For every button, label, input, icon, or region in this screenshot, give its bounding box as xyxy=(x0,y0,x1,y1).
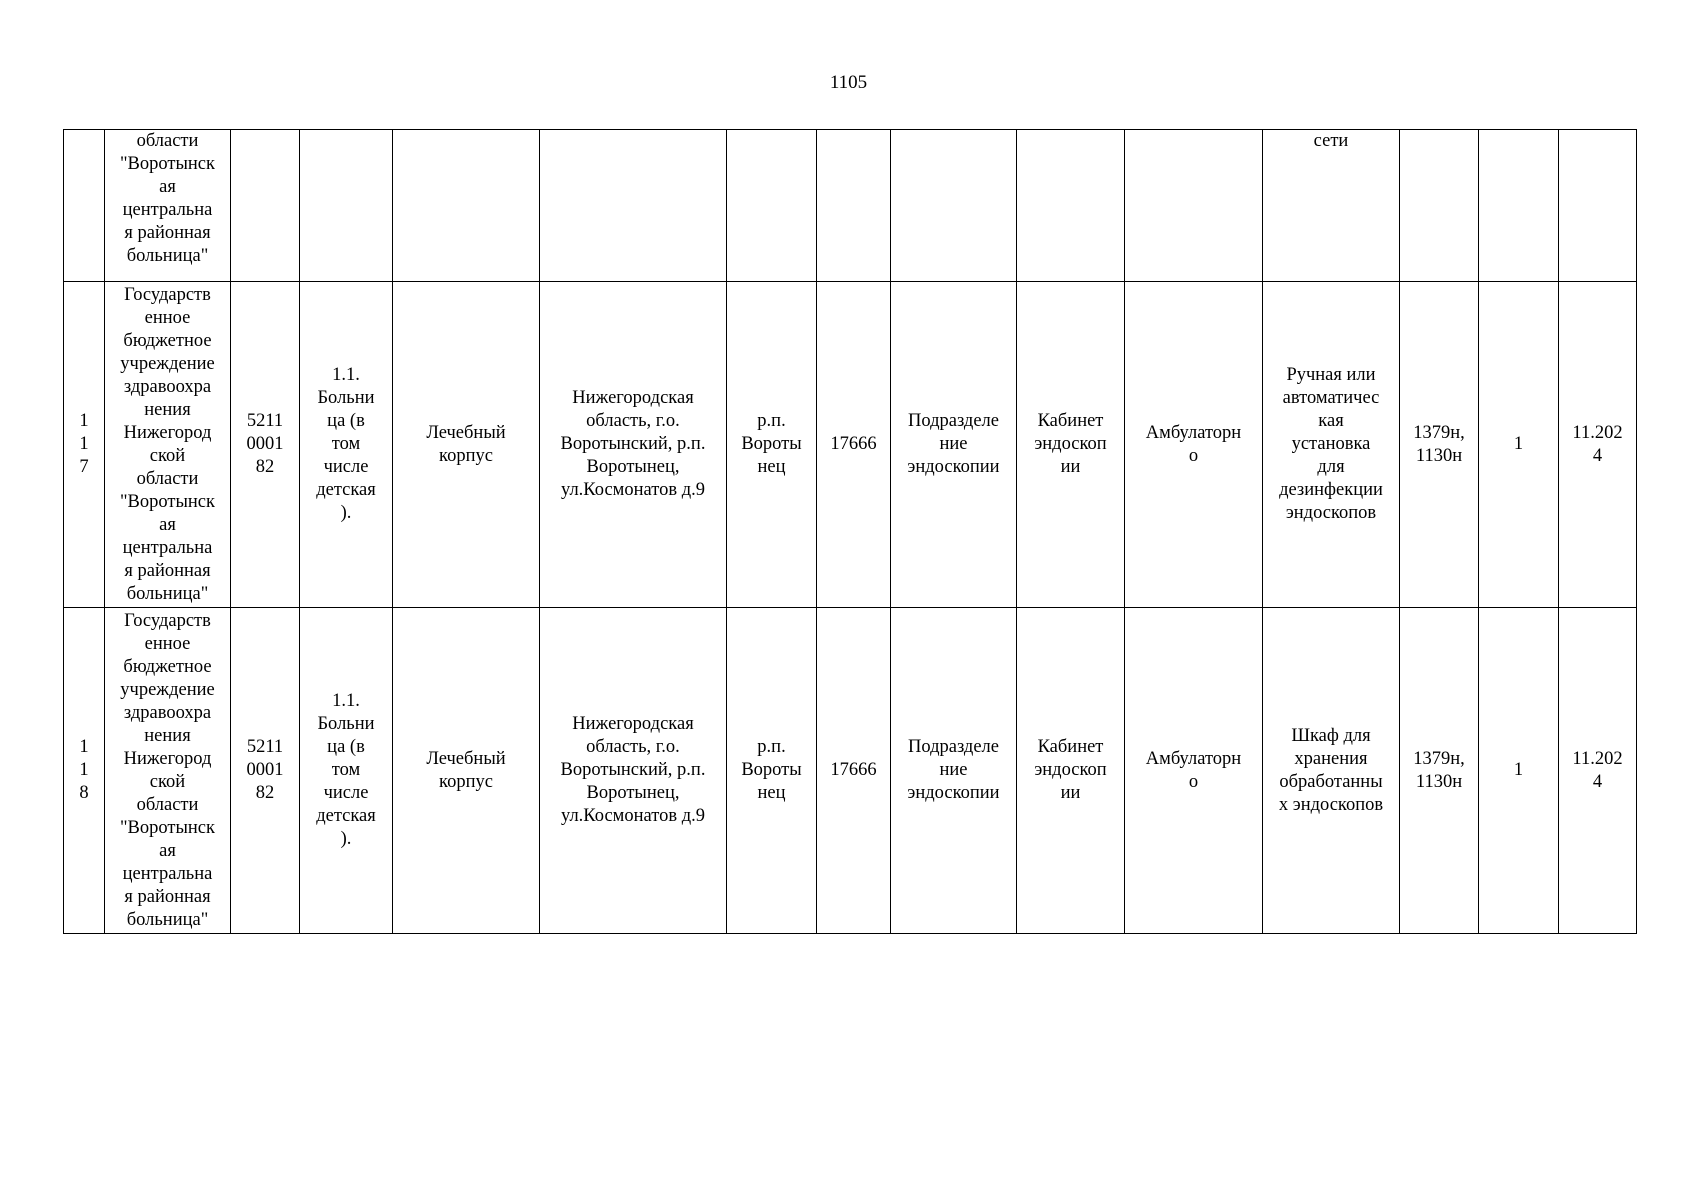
order-cell xyxy=(1400,608,1479,934)
facility-type-cell xyxy=(300,608,393,934)
cell-line: ца (в xyxy=(327,737,365,757)
cell-line: области xyxy=(136,468,199,489)
cell-line: о xyxy=(1188,445,1199,466)
registry-table xyxy=(63,129,1637,934)
cell-line: центральна xyxy=(122,537,213,558)
equipment-cell xyxy=(1263,130,1400,282)
row-number-cell xyxy=(64,608,105,934)
locality-cell xyxy=(727,282,817,608)
organization-cell xyxy=(105,608,231,934)
cell-line: 8 xyxy=(79,783,89,803)
cell-line: Подразделе xyxy=(908,411,999,431)
division-cell xyxy=(891,282,1017,608)
cell-line: корпус xyxy=(439,771,493,792)
cell-line: больница" xyxy=(126,583,209,604)
cell-line: 0001 xyxy=(246,434,284,454)
quantity-cell xyxy=(1479,608,1559,934)
cell-line: больница" xyxy=(126,246,209,266)
cell-line: нения xyxy=(144,725,191,746)
cell-line: 7 xyxy=(79,457,89,477)
cell-line: ул.Космонатов д.9 xyxy=(561,806,705,826)
cell-line: больница" xyxy=(126,909,209,930)
cell-line: автоматичес xyxy=(1282,388,1380,408)
quantity-cell xyxy=(1479,130,1559,282)
cell-line: хранения xyxy=(1294,748,1368,769)
cell-line: детская xyxy=(316,806,376,826)
cell-line: области xyxy=(136,131,199,151)
cell-line: учреждение xyxy=(120,353,215,374)
care-type-cell xyxy=(1125,282,1263,608)
cell-line: енное xyxy=(144,633,191,654)
cell-line: центральна xyxy=(122,200,213,220)
cell-line: 1130н xyxy=(1415,445,1463,466)
table-row xyxy=(64,282,1637,608)
cell-line: Вороты xyxy=(741,760,802,780)
date-cell xyxy=(1559,608,1637,934)
cell-line: Подразделе xyxy=(908,737,999,757)
cell-line: Амбулаторн xyxy=(1145,748,1242,769)
cell-line: 17666 xyxy=(830,760,877,780)
order-cell xyxy=(1400,282,1479,608)
address-cell xyxy=(540,282,727,608)
cell-line: Государств xyxy=(124,284,211,305)
division-cell xyxy=(891,130,1017,282)
cell-line: 4 xyxy=(1592,445,1603,466)
cell-line: обработанны xyxy=(1279,771,1383,792)
cell-line: ца (в xyxy=(327,411,365,431)
cell-line: я районная xyxy=(124,560,211,581)
cell-line: Воротынец, xyxy=(586,457,680,477)
cell-line: область, г.о. xyxy=(586,737,680,757)
cell-line: 1.1. xyxy=(332,365,360,385)
cell-line: 0001 xyxy=(246,760,284,780)
cell-line: Воротынец, xyxy=(586,783,680,803)
care-type-cell xyxy=(1125,130,1263,282)
cell-line: детская xyxy=(316,480,376,500)
table-body xyxy=(64,130,1637,934)
quantity-cell xyxy=(1479,282,1559,608)
cell-line: ). xyxy=(340,503,352,523)
cell-line: 1 xyxy=(1513,760,1524,780)
cell-line: ской xyxy=(149,771,186,792)
order-cell xyxy=(1400,130,1479,282)
table-row xyxy=(64,130,1637,282)
cell-line: р.п. xyxy=(757,737,786,757)
cabinet-cell xyxy=(1017,282,1125,608)
cell-line: ии xyxy=(1060,783,1081,803)
org-code-cell xyxy=(231,282,300,608)
date-cell xyxy=(1559,282,1637,608)
cell-line: енное xyxy=(144,307,191,328)
row-number-cell xyxy=(64,282,105,608)
locality-cell xyxy=(727,608,817,934)
cell-line: ние xyxy=(939,760,968,780)
building-cell xyxy=(393,282,540,608)
cell-line: Нижегород xyxy=(123,748,212,769)
cell-line: 1 xyxy=(79,760,89,780)
cell-line: числе xyxy=(323,457,369,477)
cell-line: ул.Космонатов д.9 xyxy=(561,480,705,500)
cell-line: 5211 xyxy=(246,411,284,431)
cell-line: Государств xyxy=(124,610,211,631)
cell-line: ние xyxy=(939,434,968,454)
cell-line: "Воротынск xyxy=(119,491,215,512)
address-cell xyxy=(540,130,727,282)
cell-line: 1.1. xyxy=(332,691,360,711)
oktmo-cell xyxy=(817,282,891,608)
cell-line: 1 xyxy=(79,737,89,757)
cell-line: нец xyxy=(757,783,786,803)
cell-line: эндоскоп xyxy=(1034,434,1107,454)
date-cell xyxy=(1559,130,1637,282)
org-code-cell xyxy=(231,608,300,934)
cell-line: 1379н, xyxy=(1413,748,1465,769)
cell-line: дезинфекции xyxy=(1279,480,1383,500)
equipment-cell xyxy=(1263,608,1400,934)
cell-line: эндоскопии xyxy=(907,783,1000,803)
cell-line: 1379н, xyxy=(1413,422,1465,443)
cell-line: сети xyxy=(1313,131,1349,151)
cell-line: ). xyxy=(340,829,352,849)
cell-line: 82 xyxy=(255,457,275,477)
equipment-cell xyxy=(1263,282,1400,608)
cell-line: кая xyxy=(1318,411,1344,431)
cell-line: для xyxy=(1317,457,1345,477)
cell-line: "Воротынск xyxy=(119,154,215,174)
building-cell xyxy=(393,608,540,934)
cell-line: учреждение xyxy=(120,679,215,700)
cell-line: 11.202 xyxy=(1572,748,1623,769)
oktmo-cell xyxy=(817,130,891,282)
cell-line: Воротынский, р.п. xyxy=(560,434,706,454)
cell-line: о xyxy=(1188,771,1199,792)
cell-line: "Воротынск xyxy=(119,817,215,838)
cell-line: 82 xyxy=(255,783,275,803)
cell-line: Вороты xyxy=(741,434,802,454)
cell-line: ии xyxy=(1060,457,1081,477)
cell-line: эндоскопов xyxy=(1285,503,1377,523)
cell-line: Ручная или xyxy=(1286,365,1376,385)
cell-line: Лечебный xyxy=(426,422,506,443)
division-cell xyxy=(891,608,1017,934)
cell-line: Нижегород xyxy=(123,422,212,443)
cell-line: область, г.о. xyxy=(586,411,680,431)
cell-line: Лечебный xyxy=(426,748,506,769)
facility-type-cell xyxy=(300,282,393,608)
cell-line: здравоохра xyxy=(123,376,212,397)
cell-line: Больни xyxy=(317,714,375,734)
care-type-cell xyxy=(1125,608,1263,934)
cell-line: ая xyxy=(159,840,176,861)
cell-line: Нижегородская xyxy=(572,388,694,408)
cell-line: ая xyxy=(159,177,176,197)
cell-line: 1130н xyxy=(1415,771,1463,792)
cell-line: р.п. xyxy=(757,411,786,431)
cell-line: том xyxy=(331,760,361,780)
row-number-cell xyxy=(64,130,105,282)
cell-line: я районная xyxy=(124,223,211,243)
cabinet-cell xyxy=(1017,608,1125,934)
cell-line: корпус xyxy=(439,445,493,466)
cell-line: Воротынский, р.п. xyxy=(560,760,706,780)
cell-line: 11.202 xyxy=(1572,422,1623,443)
cell-line: я районная xyxy=(124,886,211,907)
cell-line: 4 xyxy=(1592,771,1603,792)
cell-line: 17666 xyxy=(830,434,877,454)
cell-line: 1 xyxy=(79,434,89,454)
cell-line: установка xyxy=(1291,434,1371,454)
cell-line: бюджетное xyxy=(123,656,212,677)
cell-line: Кабинет xyxy=(1037,411,1104,431)
cell-line: том xyxy=(331,434,361,454)
table-row xyxy=(64,608,1637,934)
page-number: 1105 xyxy=(829,72,868,93)
oktmo-cell xyxy=(817,608,891,934)
cell-line: нения xyxy=(144,399,191,420)
cell-line: 1 xyxy=(79,411,89,431)
cell-line: Кабинет xyxy=(1037,737,1104,757)
locality-cell xyxy=(727,130,817,282)
cell-line: нец xyxy=(757,457,786,477)
cell-line: числе xyxy=(323,783,369,803)
cabinet-cell xyxy=(1017,130,1125,282)
cell-line: ской xyxy=(149,445,186,466)
cell-line: 1 xyxy=(1513,434,1524,454)
cell-line: эндоскоп xyxy=(1034,760,1107,780)
cell-line: бюджетное xyxy=(123,330,212,351)
cell-line: х эндоскопов xyxy=(1278,794,1384,815)
organization-cell xyxy=(105,282,231,608)
organization-cell xyxy=(105,130,231,282)
cell-line: центральна xyxy=(122,863,213,884)
cell-line: Больни xyxy=(317,388,375,408)
cell-line: ая xyxy=(159,514,176,535)
cell-line: здравоохра xyxy=(123,702,212,723)
cell-line: области xyxy=(136,794,199,815)
address-cell xyxy=(540,608,727,934)
building-cell xyxy=(393,130,540,282)
cell-line: 5211 xyxy=(246,737,284,757)
cell-line: Нижегородская xyxy=(572,714,694,734)
facility-type-cell xyxy=(300,130,393,282)
cell-line: Амбулаторн xyxy=(1145,422,1242,443)
cell-line: эндоскопии xyxy=(907,457,1000,477)
org-code-cell xyxy=(231,130,300,282)
cell-line: Шкаф для xyxy=(1291,725,1371,746)
